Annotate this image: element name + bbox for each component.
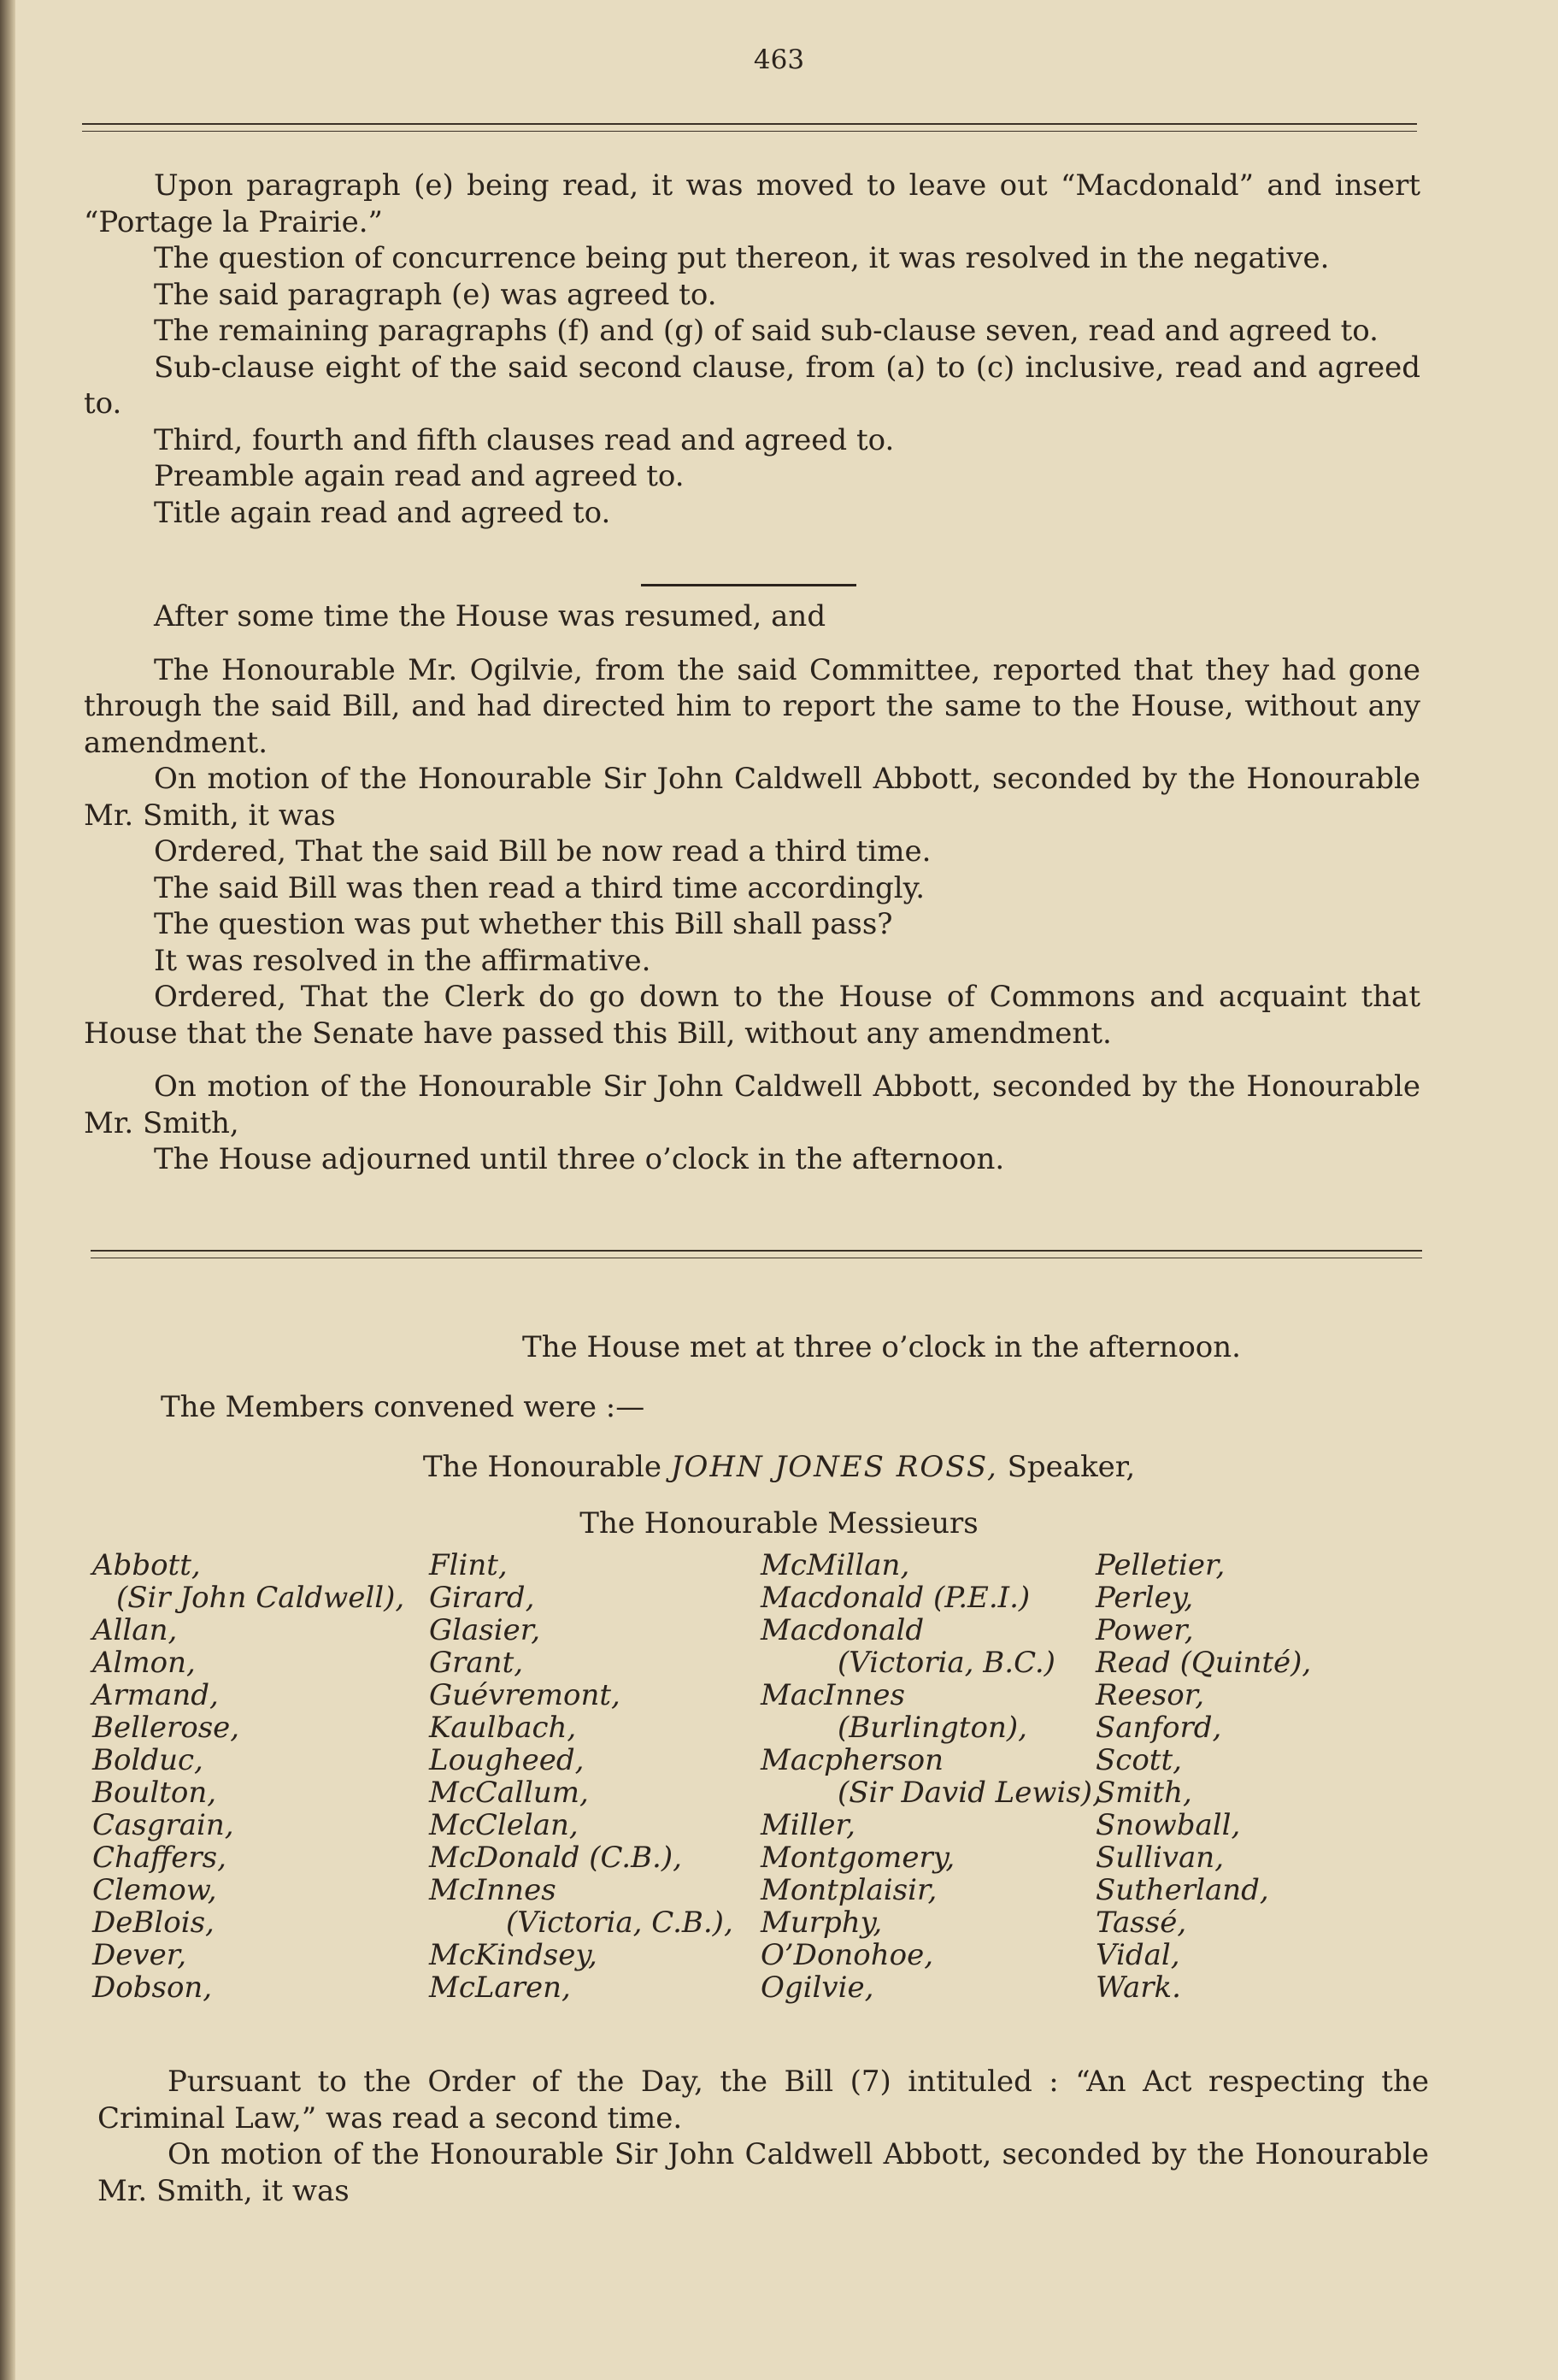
member-name: McDonald (C.B.), xyxy=(429,1841,682,1875)
member-name: DeBlois, xyxy=(92,1906,215,1940)
member-name: Flint, xyxy=(429,1548,508,1582)
member-name: Lougheed, xyxy=(429,1743,585,1777)
member-name: Girard, xyxy=(429,1581,535,1615)
member-name: Montgomery, xyxy=(761,1841,955,1875)
paragraph: Pursuant to the Order of the Day, the Bill (7) intituled : “An Act respecting the Criminal Law,” was read a second time. xyxy=(97,2065,1429,2136)
members-intro: The Members convened were :— xyxy=(161,1390,645,1424)
member-name: Boulton, xyxy=(92,1776,217,1810)
member-name: Perley, xyxy=(1096,1581,1194,1615)
member-name: Casgrain, xyxy=(92,1808,234,1842)
member-name: (Sir John Caldwell), xyxy=(116,1581,405,1615)
member-name: McInnes xyxy=(429,1873,556,1907)
paragraph: Upon paragraph (e) being read, it was moved to leave out “Macdonald” and insert “Portage la Prairie.” xyxy=(84,168,1420,239)
member-name: Murphy, xyxy=(761,1906,883,1940)
member-name: Vidal, xyxy=(1096,1938,1180,1972)
paragraph: The said Bill was then read a third time accordingly. xyxy=(154,870,926,905)
paragraph: After some time the House was resumed, and xyxy=(154,599,826,633)
member-name: Bolduc, xyxy=(92,1743,203,1777)
member-name: Chaffers, xyxy=(92,1841,226,1875)
member-name: Kaulbach, xyxy=(429,1711,577,1745)
member-name: Reesor, xyxy=(1096,1678,1205,1712)
members-column-2 xyxy=(429,1549,733,2004)
member-name: Macdonald (P.E.I.) xyxy=(761,1581,1031,1615)
member-name: Macpherson xyxy=(761,1743,944,1777)
speaker-line xyxy=(0,1450,1558,1484)
paragraph: Sub-clause eight of the said second clause, from (a) to (c) inclusive, read and agreed to. xyxy=(84,350,1420,421)
messieurs-heading: The Honourable Messieurs xyxy=(579,1506,979,1541)
members-column-1 xyxy=(92,1549,404,2004)
page-binding-edge xyxy=(0,0,15,2380)
member-name: Glasier, xyxy=(429,1613,541,1647)
member-name: Almon, xyxy=(92,1646,196,1680)
member-name: McMillan, xyxy=(761,1548,910,1582)
paragraph: The question of concurrence being put thereon, it was resolved in the negative. xyxy=(154,241,1330,275)
paragraph: The remaining paragraphs (f) and (g) of said sub-clause seven, read and agreed to. xyxy=(154,314,1379,348)
paragraph: The said paragraph (e) was agreed to. xyxy=(154,277,717,312)
member-name: Guévremont, xyxy=(429,1678,620,1712)
member-name: Pelletier, xyxy=(1096,1548,1226,1582)
paragraph: The question was put whether this Bill shall pass? xyxy=(154,907,893,941)
member-name: Sullivan, xyxy=(1096,1841,1224,1875)
paragraph: Ordered, That the said Bill be now read a third time. xyxy=(154,834,932,869)
member-name: Montplaisir, xyxy=(761,1873,938,1907)
lower-section xyxy=(97,2064,1429,2209)
members-column-3 xyxy=(761,1549,1102,2004)
member-name: Grant, xyxy=(429,1646,524,1680)
member-name: Macdonald xyxy=(761,1613,925,1647)
members-column-4 xyxy=(1096,1549,1311,2004)
member-name: Read (Quinté), xyxy=(1096,1646,1312,1680)
paragraph: On motion of the Honourable Sir John Caldwell Abbott, seconded by the Honourable Mr. Smith, xyxy=(84,1069,1420,1140)
member-name: O’Donohoe, xyxy=(761,1938,934,1972)
member-name: Ogilvie, xyxy=(761,1971,874,2005)
speaker-suffix: Speaker, xyxy=(1007,1450,1136,1484)
member-name: Allan, xyxy=(92,1613,178,1647)
paragraph: On motion of the Honourable Sir John Caldwell Abbott, seconded by the Honourable Mr. Smith, it was xyxy=(84,762,1420,833)
member-name: (Sir David Lewis), xyxy=(838,1776,1102,1810)
member-name: MacInnes xyxy=(761,1678,905,1712)
member-name: Smith, xyxy=(1096,1776,1192,1810)
paragraph: Preamble again read and agreed to. xyxy=(154,459,685,493)
speaker-prefix: The Honourable xyxy=(422,1450,662,1484)
session-rule-top xyxy=(91,1250,1422,1252)
member-name: Power, xyxy=(1096,1613,1194,1647)
paragraph: The Honourable Mr. Ogilvie, from the said Committee, reported that they had gone through the said Bill, and had directed him to report the same to the House, without any amendment. xyxy=(84,652,1420,760)
member-name: Sutherland, xyxy=(1096,1873,1269,1907)
member-name: McLaren, xyxy=(429,1971,571,2005)
member-name: (Burlington), xyxy=(838,1711,1027,1745)
session-opening: The House met at three o’clock in the afternoon. xyxy=(522,1330,1241,1364)
paragraph: It was resolved in the affirmative. xyxy=(154,943,651,978)
header-rule-top xyxy=(82,123,1417,125)
member-name: Tassé, xyxy=(1096,1906,1187,1940)
member-name: (Victoria, C.B.), xyxy=(506,1906,733,1940)
member-name: Snowball, xyxy=(1096,1808,1241,1842)
member-name: Sanford, xyxy=(1096,1711,1222,1745)
member-name: Bellerose, xyxy=(92,1711,240,1745)
header-rule-bottom xyxy=(82,131,1417,132)
paragraph: The House adjourned until three o’clock in the afternoon. xyxy=(154,1142,1005,1176)
member-name: Scott, xyxy=(1096,1743,1182,1777)
member-name: Clemow, xyxy=(92,1873,217,1907)
member-name: Dobson, xyxy=(92,1971,213,2005)
member-name: (Victoria, B.C.) xyxy=(838,1646,1055,1680)
member-name: Miller, xyxy=(761,1808,855,1842)
paragraph: Ordered, That the Clerk do go down to the House of Commons and acquaint that House that the Senate have passed this Bill, without any amendment. xyxy=(84,980,1420,1051)
paragraph: Third, fourth and fifth clauses read and agreed to. xyxy=(154,422,895,457)
page-number: 463 xyxy=(753,44,805,75)
paragraph: Title again read and agreed to. xyxy=(154,495,611,530)
speaker-name: JOHN JONES ROSS, xyxy=(670,1450,998,1484)
member-name: McKindsey, xyxy=(429,1938,597,1972)
middle-section xyxy=(84,598,1420,1178)
member-name: Wark. xyxy=(1096,1971,1181,2005)
member-name: McCallum, xyxy=(429,1776,589,1810)
upper-section xyxy=(84,168,1420,531)
member-name: Abbott, xyxy=(92,1548,201,1582)
section-divider xyxy=(641,584,856,586)
member-name: Dever, xyxy=(92,1938,187,1972)
paragraph: On motion of the Honourable Sir John Caldwell Abbott, seconded by the Honourable Mr. Smith, it was xyxy=(97,2137,1429,2208)
member-name: Armand, xyxy=(92,1678,219,1712)
member-name: McClelan, xyxy=(429,1808,579,1842)
